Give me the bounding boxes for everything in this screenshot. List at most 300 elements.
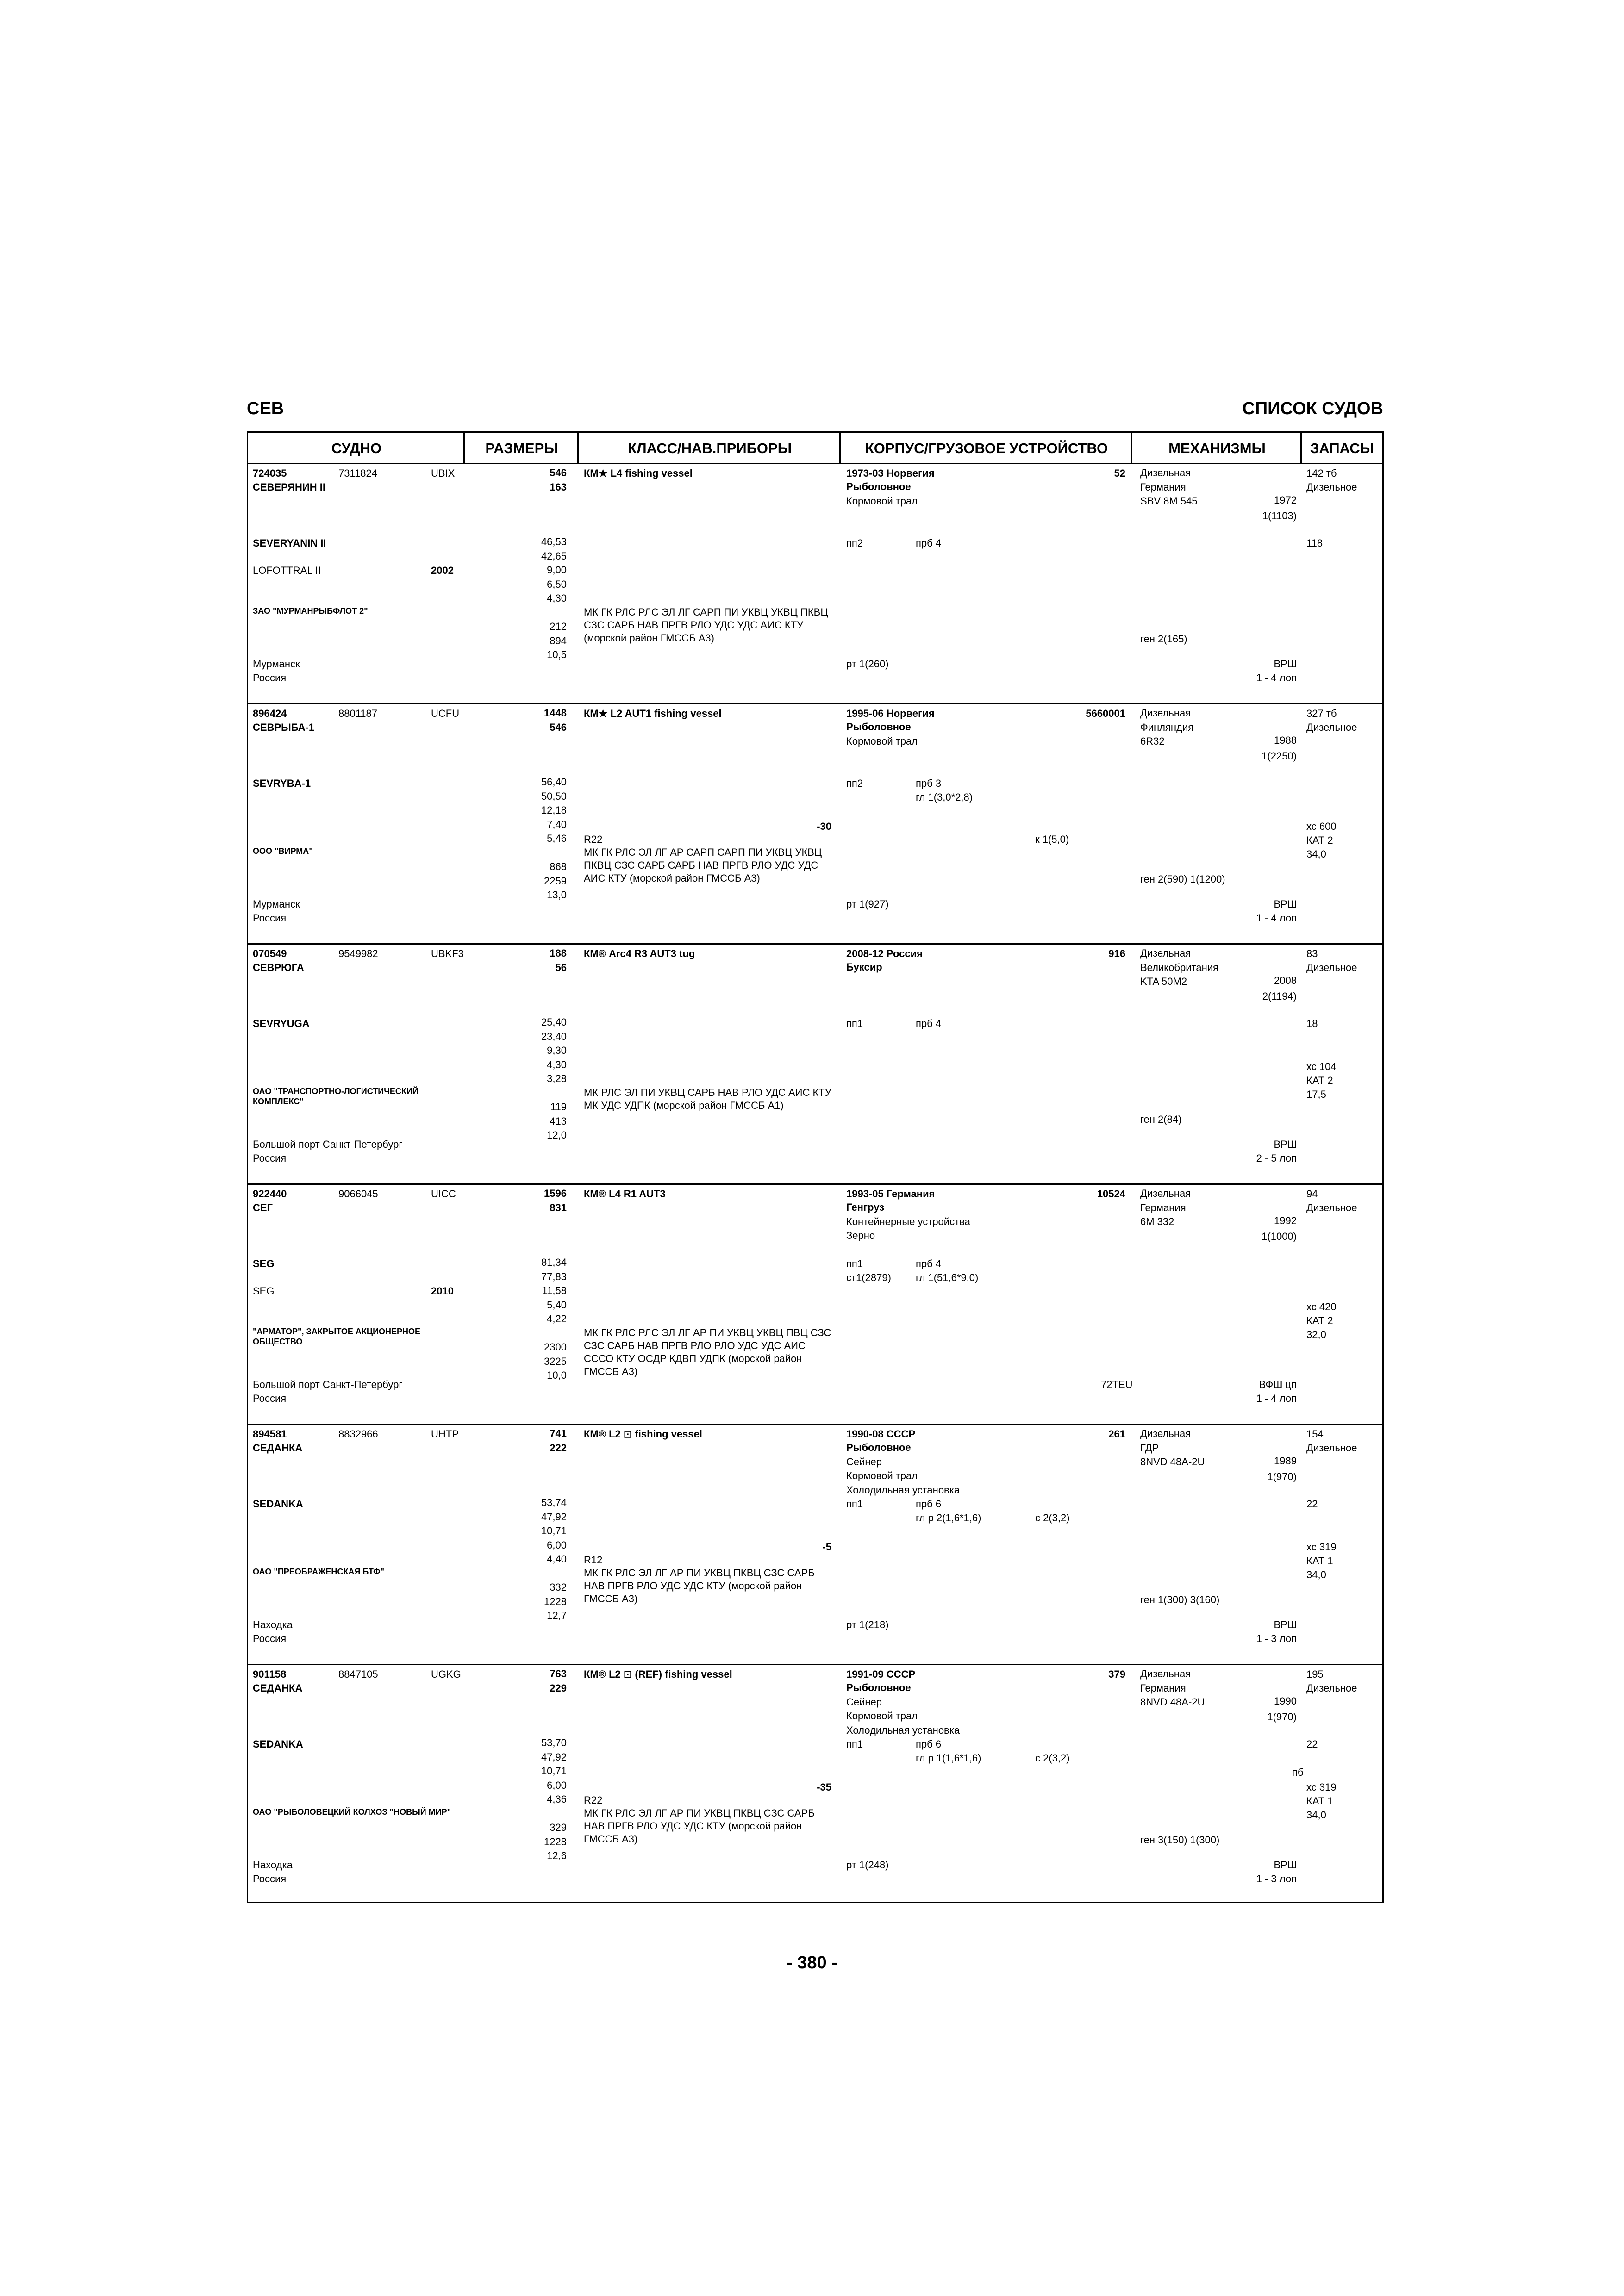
column-divider bbox=[463, 433, 465, 464]
hull-number: 5660001 bbox=[1086, 708, 1125, 719]
dimension-value: 42,65 bbox=[541, 550, 567, 562]
hull-type: Кормовой трал bbox=[846, 495, 918, 507]
propeller-blades: 1 - 3 лоп bbox=[1256, 1633, 1297, 1644]
engine-info: 8NVD 48A-2U bbox=[1140, 1696, 1205, 1708]
cargo-gear: гл 1(3,0*2,8) bbox=[916, 791, 973, 803]
imo-number: 9066045 bbox=[338, 1188, 378, 1200]
dimension-value: 23,40 bbox=[541, 1030, 567, 1042]
engine-info: SBV 8M 545 bbox=[1140, 495, 1198, 507]
imo-number: 7311824 bbox=[338, 467, 378, 479]
hatch-info: прб 4 bbox=[916, 1018, 942, 1029]
engine-year: 1972 bbox=[1274, 494, 1297, 506]
generators: ген 3(150) 1(300) bbox=[1140, 1834, 1220, 1846]
nav-equipment: МК РЛС ЭЛ ПИ УКВЦ САРБ НАВ РЛО УДС АИС КТУ МК УДС УДПК (морской район ГМССБ А1) bbox=[584, 1087, 831, 1111]
vessel-name: СЕДАНКА bbox=[253, 1442, 303, 1454]
deck-info: пп1 bbox=[846, 1738, 863, 1750]
tonnage-values bbox=[498, 466, 567, 494]
engine-lines bbox=[1140, 946, 1218, 989]
water-amount: 118 bbox=[1306, 537, 1323, 549]
owner: ОАО "ПРЕОБРАЖЕНСКАЯ БТФ" bbox=[253, 1567, 385, 1576]
engine-power: 1(970) bbox=[1267, 1711, 1297, 1723]
hull-build: 1973-03 Норвегия bbox=[846, 467, 935, 479]
propeller-type: ВРШ bbox=[1274, 898, 1297, 910]
imo-number: 8832966 bbox=[338, 1428, 378, 1440]
engine-info: 6R32 bbox=[1140, 735, 1165, 747]
engine-info: Дизельная bbox=[1140, 947, 1191, 959]
column-header-hull: КОРПУС/ГРУЗОВОЕ УСТРОЙСТВО bbox=[841, 433, 1132, 464]
hull-type-lines bbox=[846, 1441, 960, 1497]
capacity-value: 894 bbox=[550, 635, 567, 647]
fuel-type: Дизельное bbox=[1306, 1682, 1357, 1694]
hold-info: ст1(2879) bbox=[846, 1272, 891, 1283]
dimension-value: 5,40 bbox=[547, 1299, 567, 1311]
cargo-gear: гл 1(51,6*9,0) bbox=[916, 1272, 979, 1283]
machinery-note: пб bbox=[1292, 1767, 1304, 1778]
deck-info: пп2 bbox=[846, 778, 863, 789]
hull-type-lines bbox=[846, 1201, 970, 1243]
engine-year: 1989 bbox=[1274, 1455, 1297, 1467]
vessel-record bbox=[248, 1425, 1382, 1665]
capacity-values bbox=[498, 620, 567, 662]
dimension-value: 9,00 bbox=[547, 564, 567, 576]
nav-equipment: МК ГК РЛС РЛС ЭЛ ЛГ АР ПИ УКВЦ УКВЦ ПВЦ СЗС СЗС САРБ НАВ ПРГВ РЛО РЛО УДС УДС АИС СССО КТУ ОСДР КДВП УДПК (морской район ГМССБ А3) bbox=[584, 1327, 831, 1377]
hull-build: 1995-06 Норвегия bbox=[846, 708, 935, 719]
owner: ООО "ВИРМА" bbox=[253, 846, 313, 856]
home-port: Находка bbox=[253, 1619, 293, 1630]
flag-country: Россия bbox=[253, 1393, 287, 1404]
deck-info: пп1 bbox=[846, 1498, 863, 1510]
engine-info: ГДР bbox=[1140, 1442, 1159, 1454]
hull-type-lines bbox=[846, 960, 882, 975]
tonnage-values bbox=[498, 1667, 567, 1695]
vessel-table bbox=[247, 431, 1384, 1903]
dimension-value: 12,18 bbox=[541, 804, 567, 816]
hull-rt: рт 1(260) bbox=[846, 658, 889, 670]
category: КАТ 2 bbox=[1306, 1075, 1333, 1086]
column-divider bbox=[1131, 433, 1132, 464]
engine-year: 1988 bbox=[1274, 734, 1297, 746]
column-header-class: КЛАСС/НАВ.ПРИБОРЫ bbox=[579, 433, 841, 464]
column-divider bbox=[577, 433, 579, 464]
flag-country: Россия bbox=[253, 1633, 287, 1644]
hull-type: Рыболовное bbox=[846, 1682, 911, 1693]
hull-type: Контейнерные устройства bbox=[846, 1215, 970, 1227]
dimension-values bbox=[498, 1015, 567, 1086]
dimension-value: 56,40 bbox=[541, 776, 567, 788]
fuel-amount: 327 тб bbox=[1306, 708, 1337, 719]
hull-type: Холодильная установка bbox=[846, 1724, 960, 1736]
autonomy: 34,0 bbox=[1306, 1809, 1326, 1821]
cargo-gear: гл р 1(1,6*1,6) bbox=[916, 1752, 981, 1764]
hull-type: Сейнер bbox=[846, 1456, 882, 1468]
call-sign: UGKG bbox=[431, 1668, 461, 1680]
capacity-value: 3225 bbox=[544, 1355, 567, 1367]
dimension-value: 25,40 bbox=[541, 1016, 567, 1028]
dimension-value: 81,34 bbox=[541, 1257, 567, 1268]
capacity-value: 2259 bbox=[544, 875, 567, 887]
hatch-info: прб 3 bbox=[916, 778, 942, 789]
vessel-name-latin: SEDANKA bbox=[253, 1498, 303, 1510]
hull-type: Кормовой трал bbox=[846, 735, 918, 747]
category: КАТ 2 bbox=[1306, 1315, 1333, 1326]
hull-number: 916 bbox=[1108, 948, 1125, 959]
crane-info: с 2(3,2) bbox=[1035, 1752, 1070, 1764]
hull-type-lines bbox=[846, 720, 918, 748]
refrigerated-hold: хс 104 bbox=[1306, 1061, 1337, 1072]
tonnage-values bbox=[498, 706, 567, 734]
fuel-type: Дизельное bbox=[1306, 722, 1357, 733]
vessel-record bbox=[248, 945, 1382, 1185]
capacity-values bbox=[498, 1100, 567, 1143]
deck-info: пп1 bbox=[846, 1018, 863, 1029]
dimension-values bbox=[498, 1256, 567, 1326]
home-port: Большой порт Санкт-Петербург bbox=[253, 1139, 403, 1150]
autonomy: 34,0 bbox=[1306, 848, 1326, 860]
owner: "АРМАТОР", ЗАКРЫТОЕ АКЦИОНЕРНОЕ ОБЩЕСТВО bbox=[253, 1327, 421, 1346]
capacity-value: 2300 bbox=[544, 1341, 567, 1353]
class-number: -30 bbox=[817, 821, 831, 832]
engine-lines bbox=[1140, 466, 1198, 509]
class-notation: КМ® L2 ⊡ (REF) fishing vessel bbox=[584, 1668, 732, 1680]
hull-type-lines bbox=[846, 1681, 960, 1737]
fuel-type: Дизельное bbox=[1306, 481, 1357, 493]
refrigerated-hold: хс 319 bbox=[1306, 1781, 1337, 1793]
propeller-type: ВРШ bbox=[1274, 1139, 1297, 1150]
call-sign: UBKF3 bbox=[431, 948, 464, 959]
dimension-value: 4,30 bbox=[547, 592, 567, 604]
engine-info: 8NVD 48A-2U bbox=[1140, 1456, 1205, 1468]
engine-info: Дизельная bbox=[1140, 1188, 1191, 1199]
tonnage-value: 1448 bbox=[544, 707, 567, 719]
class-notation: КМ® Arc4 R3 AUT3 tug bbox=[584, 948, 695, 959]
fuel-type: Дизельное bbox=[1306, 962, 1357, 973]
call-sign: UHTP bbox=[431, 1428, 459, 1440]
dimension-value: 46,53 bbox=[541, 536, 567, 548]
tonnage-value: 741 bbox=[550, 1428, 567, 1439]
propeller-type: ВРШ bbox=[1274, 1619, 1297, 1630]
tonnage-value: 546 bbox=[550, 467, 567, 479]
dimension-value: 5,46 bbox=[547, 833, 567, 844]
dimension-value: 6,00 bbox=[547, 1779, 567, 1791]
propeller-type: ВРШ bbox=[1274, 1859, 1297, 1871]
dimension-value: 4,30 bbox=[547, 1058, 567, 1070]
capacity-value: 329 bbox=[550, 1822, 567, 1833]
former-name-year: 2010 bbox=[431, 1285, 454, 1297]
hull-type: Зерно bbox=[846, 1230, 875, 1241]
dimension-value: 53,70 bbox=[541, 1737, 567, 1748]
column-divider bbox=[1300, 433, 1302, 464]
vessel-name: СЕВЕРЯНИН II bbox=[253, 481, 325, 493]
deck-info: пп2 bbox=[846, 537, 863, 549]
autonomy: 34,0 bbox=[1306, 1569, 1326, 1580]
class-extra: R22 bbox=[584, 1794, 603, 1806]
section-title: СПИСОК СУДОВ bbox=[1242, 399, 1383, 418]
hull-build: 1990-08 СССР bbox=[846, 1428, 916, 1440]
capacity-value: 413 bbox=[550, 1115, 567, 1127]
engine-lines bbox=[1140, 706, 1193, 749]
capacity-value: 119 bbox=[550, 1101, 567, 1113]
autonomy: 17,5 bbox=[1306, 1089, 1326, 1100]
propeller-blades: 1 - 4 лоп bbox=[1256, 912, 1297, 924]
tonnage-value: 763 bbox=[550, 1668, 567, 1680]
engine-year: 1992 bbox=[1274, 1215, 1297, 1226]
fuel-amount: 94 bbox=[1306, 1188, 1318, 1200]
engine-info: Дизельная bbox=[1140, 1428, 1191, 1439]
imo-number: 8847105 bbox=[338, 1668, 378, 1680]
fuel-type: Дизельное bbox=[1306, 1202, 1357, 1213]
nav-equipment: МК ГК РЛС РЛС ЭЛ ЛГ САРП ПИ УКВЦ УКВЦ ПКВЦ СЗС САРБ НАВ ПРГВ РЛО УДС УДС АИС КТУ (морской район ГМССБ А3) bbox=[584, 606, 828, 644]
dimension-value: 10,71 bbox=[541, 1525, 567, 1537]
engine-lines bbox=[1140, 1667, 1205, 1710]
vessel-name-latin: SEVRYBA-1 bbox=[253, 778, 311, 789]
hatch-info: прб 6 bbox=[916, 1498, 942, 1510]
fuel-type: Дизельное bbox=[1306, 1442, 1357, 1454]
engine-info: Дизельная bbox=[1140, 1668, 1191, 1680]
generators: ген 2(84) bbox=[1140, 1114, 1182, 1125]
dimension-value: 47,92 bbox=[541, 1751, 567, 1763]
dimension-value: 6,50 bbox=[547, 578, 567, 590]
registry-number: 922440 bbox=[253, 1188, 287, 1200]
class-notation: КМ★ L4 fishing vessel bbox=[584, 467, 693, 479]
class-number: -5 bbox=[822, 1541, 831, 1553]
cargo-gear: гл р 2(1,6*1,6) bbox=[916, 1512, 981, 1524]
vessel-record bbox=[248, 1665, 1382, 1905]
dimension-value: 3,28 bbox=[547, 1073, 567, 1084]
engine-info: Германия bbox=[1140, 1201, 1186, 1213]
registry-number: 901158 bbox=[253, 1668, 287, 1680]
column-header-dimensions: РАЗМЕРЫ bbox=[465, 433, 579, 464]
tonnage-value: 546 bbox=[550, 721, 567, 733]
crane-info: с 2(3,2) bbox=[1035, 1512, 1070, 1524]
hull-build: 2008-12 Россия bbox=[846, 948, 923, 959]
dimension-value: 53,74 bbox=[541, 1497, 567, 1508]
capacity-value: 12,0 bbox=[547, 1129, 567, 1141]
vessel-name: СЕГ bbox=[253, 1202, 273, 1213]
category: КАТ 1 bbox=[1306, 1795, 1333, 1807]
water-amount: 18 bbox=[1306, 1018, 1318, 1029]
hull-type: Кормовой трал bbox=[846, 1470, 918, 1481]
tonnage-values bbox=[498, 946, 567, 975]
owner: ЗАО "МУРМАНРЫБФЛОТ 2" bbox=[253, 606, 368, 616]
vessel-record bbox=[248, 464, 1382, 704]
capacity-value: 212 bbox=[550, 621, 567, 632]
generators: ген 2(590) 1(1200) bbox=[1140, 873, 1225, 885]
column-divider bbox=[839, 433, 841, 464]
home-port: Большой порт Санкт-Петербург bbox=[253, 1379, 403, 1390]
flag-country: Россия bbox=[253, 1152, 287, 1164]
capacity-value: 868 bbox=[550, 861, 567, 872]
class-extra: R22 bbox=[584, 834, 603, 845]
engine-year: 1990 bbox=[1274, 1695, 1297, 1707]
engine-info: Дизельная bbox=[1140, 467, 1191, 479]
nav-equipment: МК ГК РЛС ЭЛ ЛГ АР САРП САРП ПИ УКВЦ УКВЦ ПКВЦ СЗС САРБ САРБ НАВ ПРГВ РЛО УДС УДС АИС КТУ (морской район ГМССБ А3) bbox=[584, 846, 822, 884]
dimension-values bbox=[498, 1496, 567, 1567]
engine-info: Финляндия bbox=[1140, 721, 1194, 733]
engine-lines bbox=[1140, 1427, 1205, 1469]
hull-build: 1991-09 СССР bbox=[846, 1668, 916, 1680]
hull-number: 379 bbox=[1108, 1668, 1125, 1680]
home-port: Находка bbox=[253, 1859, 293, 1871]
engine-power: 1(1103) bbox=[1262, 510, 1297, 522]
hull-type: Сейнер bbox=[846, 1696, 882, 1708]
engine-info: 6M 332 bbox=[1140, 1216, 1174, 1227]
imo-number: 8801187 bbox=[338, 708, 378, 719]
tonnage-value: 222 bbox=[550, 1442, 567, 1454]
hull-rt: рт 1(927) bbox=[846, 898, 889, 910]
crane-k: к 1(5,0) bbox=[1035, 834, 1069, 845]
propeller-type: ВФШ цп bbox=[1259, 1379, 1297, 1390]
dimension-value: 4,22 bbox=[547, 1313, 567, 1325]
engine-lines bbox=[1140, 1187, 1191, 1229]
tonnage-values bbox=[498, 1187, 567, 1215]
refrigerated-hold: хс 319 bbox=[1306, 1541, 1337, 1553]
capacity-value: 12,7 bbox=[547, 1610, 567, 1621]
capacity-values bbox=[498, 860, 567, 902]
flag-country: Россия bbox=[253, 1873, 287, 1885]
container-capacity: 72TEU bbox=[1101, 1379, 1133, 1390]
tonnage-value: 229 bbox=[550, 1682, 567, 1694]
home-port: Мурманск bbox=[253, 658, 300, 670]
dimension-value: 11,58 bbox=[542, 1285, 567, 1296]
section-code: СЕВ bbox=[247, 399, 284, 418]
vessel-name: СЕВРЮГА bbox=[253, 962, 304, 973]
category: КАТ 1 bbox=[1306, 1555, 1333, 1567]
capacity-values bbox=[498, 1580, 567, 1623]
propeller-blades: 2 - 5 лоп bbox=[1256, 1152, 1297, 1164]
registry-number: 070549 bbox=[253, 948, 287, 959]
vessel-name-latin: SEDANKA bbox=[253, 1738, 303, 1750]
vessel-name-latin: SEVERYANIN II bbox=[253, 537, 326, 549]
capacity-value: 10,5 bbox=[547, 649, 567, 660]
call-sign: UBIX bbox=[431, 467, 455, 479]
column-header-stores: ЗАПАСЫ bbox=[1302, 433, 1382, 464]
nav-equipment: МК ГК РЛС ЭЛ ЛГ АР ПИ УКВЦ ПКВЦ СЗС САРБ НАВ ПРГВ РЛО УДС УДС КТУ (морской район ГМССБ А3) bbox=[584, 1807, 815, 1845]
class-notation: КМ® L2 ⊡ fishing vessel bbox=[584, 1428, 702, 1440]
flag-country: Россия bbox=[253, 672, 287, 684]
class-number: -35 bbox=[817, 1781, 831, 1793]
nav-equipment: МК ГК РЛС ЭЛ ЛГ АР ПИ УКВЦ ПКВЦ СЗС САРБ НАВ ПРГВ РЛО УДС УДС КТУ (морской район ГМССБ А3) bbox=[584, 1567, 815, 1605]
capacity-value: 12,6 bbox=[547, 1850, 567, 1861]
tonnage-value: 188 bbox=[550, 947, 567, 959]
dimension-values bbox=[498, 535, 567, 606]
former-name: SEG bbox=[253, 1285, 275, 1297]
dimension-values bbox=[498, 1736, 567, 1807]
capacity-values bbox=[498, 1340, 567, 1383]
vessel-name: СЕВРЫБА-1 bbox=[253, 722, 315, 733]
dimension-value: 50,50 bbox=[541, 790, 567, 802]
registry-number: 896424 bbox=[253, 708, 287, 719]
column-header-machinery: МЕХАНИЗМЫ bbox=[1132, 433, 1302, 464]
tonnage-value: 56 bbox=[555, 961, 567, 973]
tonnage-value: 831 bbox=[550, 1201, 567, 1213]
dimension-value: 6,00 bbox=[547, 1539, 567, 1551]
hull-type: Кормовой трал bbox=[846, 1710, 918, 1722]
vessel-name-latin: SEVRYUGA bbox=[253, 1018, 310, 1029]
engine-power: 1(2250) bbox=[1262, 750, 1297, 762]
hull-rt: рт 1(248) bbox=[846, 1859, 889, 1871]
registry-number: 724035 bbox=[253, 467, 287, 479]
dimension-value: 7,40 bbox=[547, 818, 567, 830]
fuel-amount: 142 тб bbox=[1306, 467, 1337, 479]
vessel-name-latin: SEG bbox=[253, 1258, 275, 1269]
engine-power: 1(1000) bbox=[1262, 1231, 1297, 1242]
capacity-value: 1228 bbox=[544, 1836, 567, 1848]
fuel-amount: 154 bbox=[1306, 1428, 1324, 1440]
refrigerated-hold: хс 600 bbox=[1306, 821, 1337, 832]
propeller-blades: 1 - 3 лоп bbox=[1256, 1873, 1297, 1885]
capacity-value: 10,0 bbox=[547, 1369, 567, 1381]
water-amount: 22 bbox=[1306, 1498, 1318, 1510]
vessel-record bbox=[248, 704, 1382, 945]
refrigerated-hold: хс 420 bbox=[1306, 1301, 1337, 1313]
fuel-amount: 83 bbox=[1306, 948, 1318, 959]
water-amount: 22 bbox=[1306, 1738, 1318, 1750]
hatch-info: прб 6 bbox=[916, 1738, 942, 1750]
hull-type: Генгруз bbox=[846, 1201, 885, 1213]
capacity-value: 332 bbox=[550, 1581, 567, 1593]
hull-number: 52 bbox=[1114, 467, 1125, 479]
home-port: Мурманск bbox=[253, 898, 300, 910]
hull-type: Рыболовное bbox=[846, 1442, 911, 1453]
hull-type: Буксир bbox=[846, 961, 882, 973]
hatch-info: прб 4 bbox=[916, 1258, 942, 1269]
former-name: LOFOTTRAL II bbox=[253, 565, 321, 576]
page-number: - 380 - bbox=[787, 1953, 837, 1972]
class-notation: КМ★ L2 AUT1 fishing vessel bbox=[584, 708, 722, 719]
dimension-value: 9,30 bbox=[547, 1045, 567, 1056]
column-header-vessel: СУДНО bbox=[248, 433, 465, 464]
hull-type-lines bbox=[846, 480, 918, 508]
owner: ОАО "РЫБОЛОВЕЦКИЙ КОЛХОЗ "НОВЫЙ МИР" bbox=[253, 1807, 451, 1817]
capacity-value: 1228 bbox=[544, 1595, 567, 1607]
hatch-info: прб 4 bbox=[916, 537, 942, 549]
imo-number: 9549982 bbox=[338, 948, 378, 959]
hull-build: 1993-05 Германия bbox=[846, 1188, 935, 1200]
tonnage-value: 163 bbox=[550, 481, 567, 493]
capacity-values bbox=[498, 1821, 567, 1863]
tonnage-value: 1596 bbox=[544, 1188, 567, 1199]
engine-info: Германия bbox=[1140, 481, 1186, 493]
call-sign: UICC bbox=[431, 1188, 456, 1200]
propeller-blades: 1 - 4 лоп bbox=[1256, 672, 1297, 684]
dimension-value: 77,83 bbox=[541, 1270, 567, 1282]
engine-info: Великобритания bbox=[1140, 961, 1218, 973]
generators: ген 2(165) bbox=[1140, 633, 1187, 645]
dimension-value: 47,92 bbox=[541, 1511, 567, 1523]
capacity-value: 13,0 bbox=[547, 889, 567, 901]
class-notation: КМ® L4 R1 AUT3 bbox=[584, 1188, 666, 1200]
owner: ОАО "ТРАНСПОРТНО-ЛОГИСТИЧЕСКИЙ КОМПЛЕКС" bbox=[253, 1087, 418, 1106]
dimension-values bbox=[498, 775, 567, 846]
autonomy: 32,0 bbox=[1306, 1329, 1326, 1340]
vessel-name: СЕДАНКА bbox=[253, 1682, 303, 1694]
former-name-year: 2002 bbox=[431, 565, 454, 576]
hull-type: Рыболовное bbox=[846, 721, 911, 733]
engine-power: 1(970) bbox=[1267, 1471, 1297, 1482]
deck-info: пп1 bbox=[846, 1258, 863, 1269]
category: КАТ 2 bbox=[1306, 834, 1333, 846]
hull-type: Рыболовное bbox=[846, 481, 911, 492]
tonnage-values bbox=[498, 1427, 567, 1455]
fuel-amount: 195 bbox=[1306, 1668, 1324, 1680]
engine-year: 2008 bbox=[1274, 975, 1297, 986]
engine-power: 2(1194) bbox=[1262, 990, 1297, 1002]
propeller-type: ВРШ bbox=[1274, 658, 1297, 670]
dimension-value: 4,36 bbox=[547, 1793, 567, 1805]
dimension-value: 4,40 bbox=[547, 1553, 567, 1565]
hull-number: 10524 bbox=[1097, 1188, 1125, 1200]
generators: ген 1(300) 3(160) bbox=[1140, 1594, 1220, 1605]
